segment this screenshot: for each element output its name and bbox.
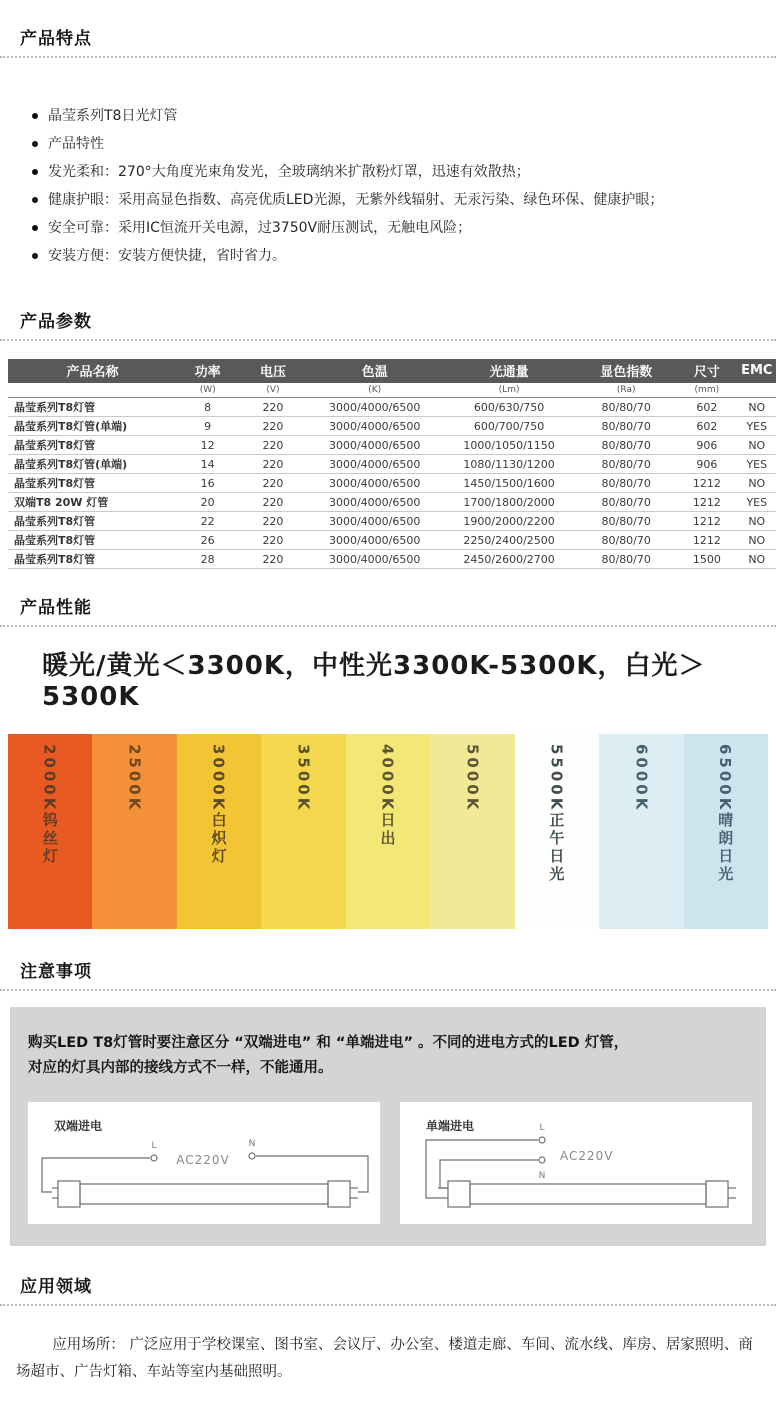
cell-emc: YES: [738, 493, 776, 512]
cell-voltage: 220: [238, 531, 307, 550]
color-band-5000k: [430, 734, 514, 929]
cell-emc: NO: [738, 398, 776, 417]
color-band-6000k: [599, 734, 683, 929]
feature-item: 健康护眼：采用高显色指数、高亮优质LED光源，无紫外线辐射、无汞污染、绿色环保、健康护眼；: [30, 192, 776, 208]
feature-item: 发光柔和：270°大角度光束角发光，全玻璃纳米扩散粉灯罩，迅速有效散热；: [30, 164, 776, 180]
cell-size: 1500: [676, 550, 737, 569]
cell-cri: 80/80/70: [576, 531, 676, 550]
single-end-wiring-diagram: [400, 1102, 752, 1224]
cell-emc: YES: [738, 455, 776, 474]
terminal-n-label: N: [538, 1170, 546, 1181]
color-band-3000k: [177, 734, 261, 929]
application-text: 应用场所： 广泛应用于学校课室、图书室、会议厅、办公室、楼道走廊、车间、流水线、库房、居家照明、商场超市、广告灯箱、车站等室内基础照明。: [16, 1336, 753, 1381]
cell-voltage: 220: [238, 455, 307, 474]
diagram-title: 单端进电: [426, 1118, 475, 1133]
feature-list: [30, 108, 776, 265]
cell-power: 20: [177, 493, 238, 512]
tube-left-cap: [58, 1181, 80, 1207]
single-end-wiring-card: [400, 1102, 752, 1224]
cell-size: 1212: [676, 512, 737, 531]
color-band-3500k: [261, 734, 345, 929]
cell-flux: 1900/2000/2200: [442, 512, 576, 531]
diagram-title: 双端进电: [54, 1118, 103, 1133]
color-temp-headline: 暖光/黄光＜3300K，中性光3300K-5300K，白光＞5300K: [42, 651, 706, 713]
cell-flux: 1450/1500/1600: [442, 474, 576, 493]
cell-product-name: 晶莹系列T8灯管: [8, 436, 177, 455]
terminal-l-node: [539, 1137, 545, 1143]
cell-power: 26: [177, 531, 238, 550]
cell-product-name: 晶莹系列T8灯管(单端): [8, 455, 177, 474]
cell-power: 8: [177, 398, 238, 417]
color-band-6500k: [684, 734, 768, 929]
dual-end-wiring-diagram: [28, 1102, 380, 1224]
cell-color-temp: 3000/4000/6500: [308, 550, 442, 569]
column-header: 显色指数: [576, 359, 676, 383]
table-row: [8, 436, 776, 455]
column-header: 光通量: [442, 359, 576, 383]
unit-cell: (mm): [676, 383, 737, 398]
cell-color-temp: 3000/4000/6500: [308, 474, 442, 493]
unit-cell: (W): [177, 383, 238, 398]
cell-cri: 80/80/70: [576, 512, 676, 531]
cell-flux: 1080/1130/1200: [442, 455, 576, 474]
cell-flux: 2450/2600/2700: [442, 550, 576, 569]
notice-text-line1: 购买LED T8灯管时要注意区分 “双端进电” 和 “单端进电” 。不同的进电方式的LED 灯管，: [28, 1035, 629, 1052]
cell-flux: 600/700/750: [442, 417, 576, 436]
band-label: 2000K钨丝灯: [40, 744, 59, 867]
cell-voltage: 220: [238, 436, 307, 455]
section-title-parameters: 产品参数: [20, 311, 92, 332]
band-label: 5500K正午日光: [547, 744, 566, 885]
terminal-l-label: L: [151, 1140, 157, 1151]
cell-product-name: 晶莹系列T8灯管: [8, 512, 177, 531]
cell-emc: NO: [738, 531, 776, 550]
color-band-2500k: [92, 734, 176, 929]
parameters-table: [8, 359, 776, 570]
unit-cell: (K): [308, 383, 442, 398]
wire-right: [256, 1156, 368, 1192]
color-band-2000k: [8, 734, 92, 929]
terminal-n-node: [249, 1153, 255, 1159]
color-band-5500k: [515, 734, 599, 929]
column-header: 产品名称: [8, 359, 177, 383]
unit-cell: (V): [238, 383, 307, 398]
feature-item: 晶莹系列T8日光灯管: [30, 108, 776, 124]
unit-cell: (Ra): [576, 383, 676, 398]
cell-voltage: 220: [238, 398, 307, 417]
unit-cell: [738, 383, 776, 398]
cell-cri: 80/80/70: [576, 474, 676, 493]
wiring-diagrams: [28, 1102, 748, 1224]
cell-power: 14: [177, 455, 238, 474]
cell-power: 12: [177, 436, 238, 455]
cell-size: 602: [676, 398, 737, 417]
cell-product-name: 晶莹系列T8灯管(单端): [8, 417, 177, 436]
cell-size: 1212: [676, 493, 737, 512]
wire-outer: [426, 1140, 538, 1198]
section-title-performance: 产品性能: [20, 598, 92, 619]
section-header-features: [0, 24, 776, 58]
cell-voltage: 220: [238, 493, 307, 512]
cell-product-name: 双端T8 20W 灯管: [8, 493, 177, 512]
cell-product-name: 晶莹系列T8灯管: [8, 398, 177, 417]
column-header: 尺寸: [676, 359, 737, 383]
cell-size: 602: [676, 417, 737, 436]
tube-body: [80, 1184, 328, 1204]
section-title-application: 应用领域: [20, 1276, 92, 1297]
cell-flux: 1700/1800/2000: [442, 493, 576, 512]
cell-emc: NO: [738, 474, 776, 493]
band-label: 6500K晴朗日光: [716, 744, 735, 885]
column-header: EMC: [738, 359, 776, 383]
cell-power: 16: [177, 474, 238, 493]
table-row: [8, 493, 776, 512]
cell-color-temp: 3000/4000/6500: [308, 512, 442, 531]
ac-voltage-label: AC220V: [560, 1148, 614, 1163]
band-label: 4000K日出: [378, 744, 397, 849]
feature-item: 安全可靠：采用IC恒流开关电源，过3750V耐压测试，无触电风险；: [30, 220, 776, 236]
cell-color-temp: 3000/4000/6500: [308, 417, 442, 436]
terminal-l-node: [151, 1155, 157, 1161]
cell-emc: NO: [738, 512, 776, 531]
cell-cri: 80/80/70: [576, 550, 676, 569]
unit-cell: (Lm): [442, 383, 576, 398]
cell-cri: 80/80/70: [576, 493, 676, 512]
cell-color-temp: 3000/4000/6500: [308, 436, 442, 455]
column-header: 色温: [308, 359, 442, 383]
cell-power: 28: [177, 550, 238, 569]
tube-right-cap: [706, 1181, 728, 1207]
cell-cri: 80/80/70: [576, 417, 676, 436]
table-row: [8, 512, 776, 531]
cell-emc: NO: [738, 550, 776, 569]
table-row: [8, 550, 776, 569]
cell-emc: NO: [738, 436, 776, 455]
table-row: [8, 531, 776, 550]
section-header-parameters: [0, 307, 776, 341]
cell-size: 1212: [676, 531, 737, 550]
section-header-notice: [0, 957, 776, 991]
feature-item: 产品特性: [30, 136, 776, 152]
feature-item: 安装方便：安装方便快捷，省时省力。: [30, 248, 776, 264]
terminal-n-node: [539, 1157, 545, 1163]
tube-body: [470, 1184, 706, 1204]
band-label: 5000K: [463, 744, 482, 813]
cell-cri: 80/80/70: [576, 436, 676, 455]
cell-size: 1212: [676, 474, 737, 493]
cell-power: 9: [177, 417, 238, 436]
table-row: [8, 398, 776, 417]
terminal-l-label: L: [539, 1122, 545, 1133]
band-label: 2500K: [125, 744, 144, 813]
table-row: [8, 474, 776, 493]
tube-left-cap: [448, 1181, 470, 1207]
band-label: 3000K白炽灯: [209, 744, 228, 867]
color-band-4000k: [346, 734, 430, 929]
cell-cri: 80/80/70: [576, 455, 676, 474]
cell-flux: 1000/1050/1150: [442, 436, 576, 455]
cell-color-temp: 3000/4000/6500: [308, 493, 442, 512]
tube-right-cap: [328, 1181, 350, 1207]
cell-color-temp: 3000/4000/6500: [308, 531, 442, 550]
cell-emc: YES: [738, 417, 776, 436]
cell-voltage: 220: [238, 417, 307, 436]
cell-power: 22: [177, 512, 238, 531]
column-header: 功率: [177, 359, 238, 383]
band-label: 6000K: [632, 744, 651, 813]
color-temperature-chart: [8, 734, 768, 929]
cell-size: 906: [676, 455, 737, 474]
table-header-row: [8, 359, 776, 383]
cell-voltage: 220: [238, 474, 307, 493]
section-title-notice: 注意事项: [20, 962, 92, 983]
notice-box: [10, 1007, 766, 1246]
band-label: 3500K: [294, 744, 313, 813]
table-row: [8, 417, 776, 436]
column-header: 电压: [238, 359, 307, 383]
cell-color-temp: 3000/4000/6500: [308, 398, 442, 417]
cell-color-temp: 3000/4000/6500: [308, 455, 442, 474]
cell-product-name: 晶莹系列T8灯管: [8, 550, 177, 569]
page-bottom-spacer: [0, 1387, 776, 1403]
dual-end-wiring-card: [28, 1102, 380, 1224]
section-header-performance: [0, 593, 776, 627]
cell-product-name: 晶莹系列T8灯管: [8, 531, 177, 550]
ac-voltage-label: AC220V: [176, 1152, 230, 1167]
cell-product-name: 晶莹系列T8灯管: [8, 474, 177, 493]
cell-voltage: 220: [238, 512, 307, 531]
table-row: [8, 455, 776, 474]
cell-flux: 600/630/750: [442, 398, 576, 417]
cell-size: 906: [676, 436, 737, 455]
cell-flux: 2250/2400/2500: [442, 531, 576, 550]
notice-text-line2: 对应的灯具内部的接线方式不一样，不能通用。: [28, 1060, 333, 1077]
table-units-row: [8, 383, 776, 398]
unit-cell: [8, 383, 177, 398]
cell-cri: 80/80/70: [576, 398, 676, 417]
cell-voltage: 220: [238, 550, 307, 569]
terminal-n-label: N: [248, 1138, 256, 1149]
section-header-application: [0, 1272, 776, 1306]
section-title-features: 产品特点: [20, 29, 92, 49]
